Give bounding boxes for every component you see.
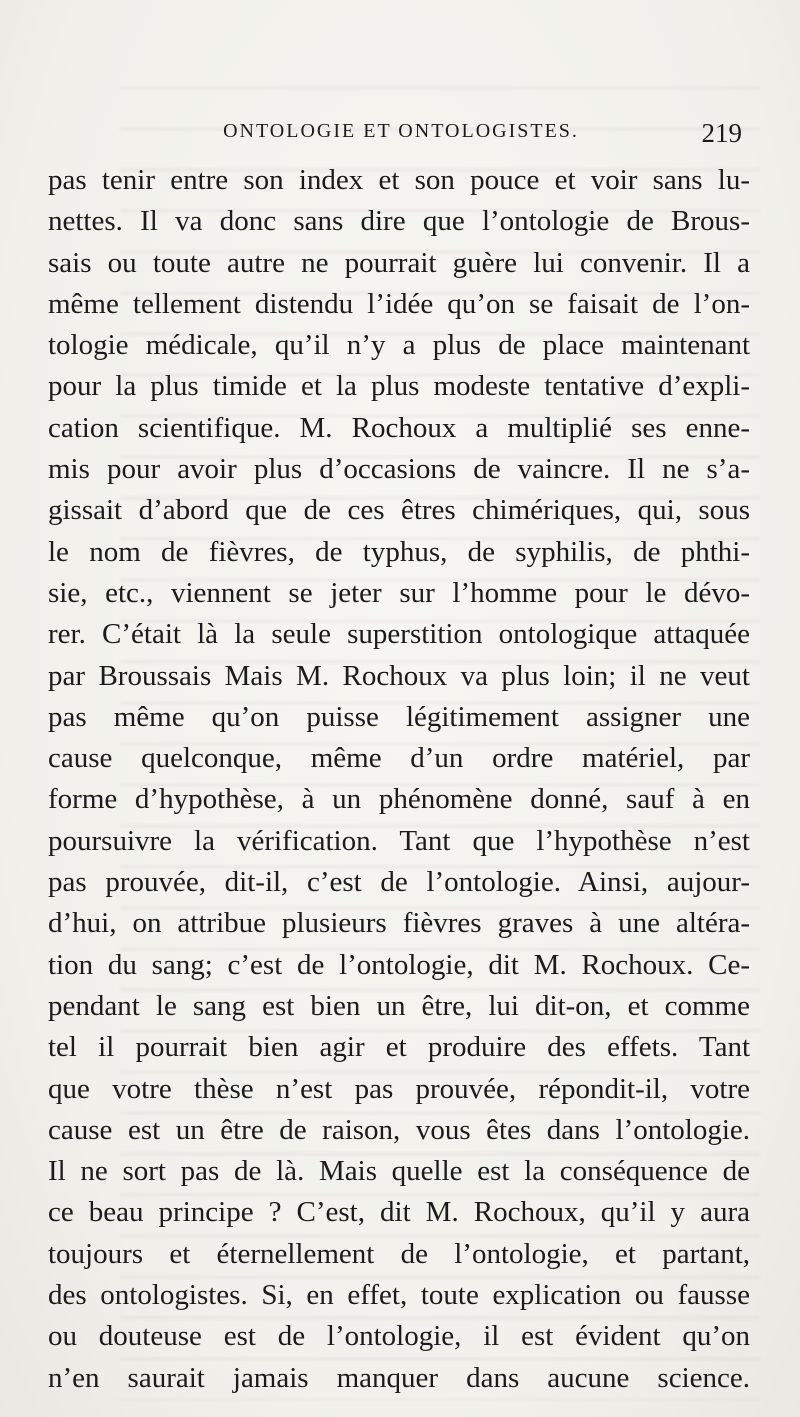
text-line: par Broussais Mais M. Rochoux va plus loin; il ne veut (48, 659, 750, 692)
text-line: pas prouvée, dit-il, c’est de l’ontologie. Ainsi, aujour- (48, 866, 750, 899)
text-line: toujours et éternellement de l’ontologie, et partant, (48, 1237, 750, 1270)
text-line: nettes. Il va donc sans dire que l’ontologie de Brous- (48, 205, 750, 238)
text-line: des ontologistes. Si, en effet, toute explication ou fausse (48, 1279, 750, 1312)
text-line: n’en saurait jamais manquer dans aucune science. (48, 1361, 750, 1394)
text-line: poursuivre la vérification. Tant que l’hypothèse n’est (48, 824, 750, 857)
text-line: Il ne sort pas de là. Mais quelle est la conséquence de (48, 1155, 750, 1188)
text-line: ou douteuse est de l’ontologie, il est évident qu’on (48, 1320, 750, 1353)
text-line: pendant le sang est bien un être, lui dit-on, et comme (48, 989, 750, 1022)
text-line: pour la plus timide et la plus modeste tentative d’expli- (48, 370, 750, 403)
page-number: 219 (701, 118, 742, 148)
body-text (48, 160, 750, 1399)
text-line: d’hui, on attribue plusieurs fièvres graves à une altéra- (48, 907, 750, 940)
text-line: forme d’hypothèse, à un phénomène donné, sauf à en (48, 783, 750, 816)
text-line: pas même qu’on puisse légitimement assigner une (48, 700, 750, 733)
text-line: gissait d’abord que de ces êtres chimériques, qui, sous (48, 494, 750, 527)
text-line: tologie médicale, qu’il n’y a plus de place maintenant (48, 329, 750, 362)
text-line: que votre thèse n’est pas prouvée, répondit-il, votre (48, 1072, 750, 1105)
text-line: le nom de fièvres, de typhus, de syphilis, de phthi- (48, 535, 750, 568)
text-line: même tellement distendu l’idée qu’on se faisait de l’on- (48, 287, 750, 320)
text-line: tel il pourrait bien agir et produire des effets. Tant (48, 1031, 750, 1064)
text-line: pas tenir entre son index et son pouce et voir sans lu- (48, 164, 750, 196)
page-header (52, 120, 750, 152)
text-line: sais ou toute autre ne pourrait guère lui convenir. Il a (48, 246, 750, 279)
text-line: ce beau principe ? C’est, dit M. Rochoux, qu’il y aura (48, 1196, 750, 1229)
text-line: tion du sang; c’est de l’ontologie, dit M. Rochoux. Ce- (48, 948, 750, 981)
text-line: cause est un être de raison, vous êtes dans l’ontologie. (48, 1113, 750, 1146)
running-head: ONTOLOGIE ET ONTOLOGISTES. (223, 120, 579, 142)
text-line: cation scientifique. M. Rochoux a multiplié ses enne- (48, 411, 750, 444)
text-line: cause quelconque, même d’un ordre matériel, par (48, 742, 750, 775)
text-line: mis pour avoir plus d’occasions de vaincre. Il ne s’a- (48, 453, 750, 486)
text-line: rer. C’était là la seule superstition ontologique attaquée (48, 618, 750, 651)
text-line: sie, etc., viennent se jeter sur l’homme pour le dévo- (48, 576, 750, 609)
